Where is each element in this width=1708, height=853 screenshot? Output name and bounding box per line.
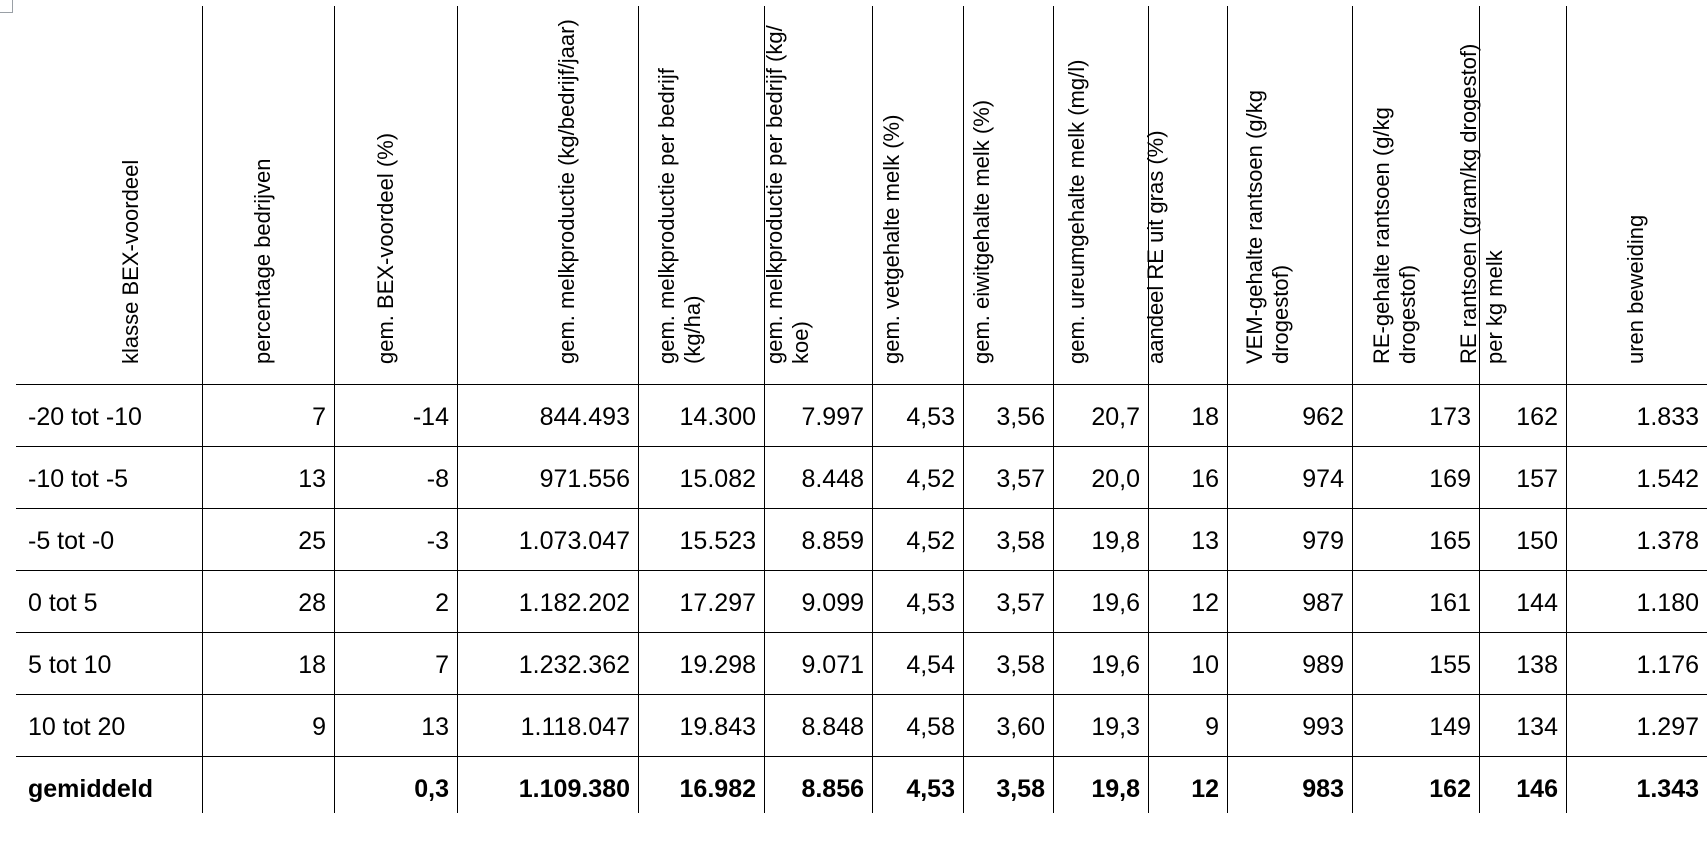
table-cell: 9 bbox=[312, 713, 326, 741]
table-cell: 165 bbox=[1429, 527, 1471, 555]
column-header-label: VEM-gehalte rantsoen (g/kg drogestof) bbox=[1242, 90, 1293, 364]
table-cell: 1.542 bbox=[1636, 465, 1699, 493]
table-cell: 8.448 bbox=[801, 465, 864, 493]
table-cell: 1.118.047 bbox=[520, 713, 630, 741]
table-cell: 4,52 bbox=[906, 465, 955, 493]
column-header-label: percentage bedrijven bbox=[250, 158, 275, 364]
table-cell: 1.180 bbox=[1636, 589, 1699, 617]
summary-cell: 19,8 bbox=[1091, 775, 1140, 803]
column-header bbox=[202, 0, 334, 384]
table-cell: 7.997 bbox=[801, 403, 864, 431]
table-cell: 7 bbox=[312, 403, 326, 431]
table-cell: 10 bbox=[1191, 651, 1219, 679]
summary-cell: 1.109.380 bbox=[518, 775, 630, 803]
table-cell: 4,54 bbox=[906, 651, 955, 679]
table-cell: -3 bbox=[426, 527, 449, 555]
table-cell: 155 bbox=[1429, 651, 1471, 679]
row-label: 0 tot 5 bbox=[28, 589, 98, 617]
table-cell: 1.378 bbox=[1636, 527, 1699, 555]
row-divider bbox=[16, 694, 1707, 695]
summary-cell: 1.343 bbox=[1636, 775, 1699, 803]
column-header bbox=[963, 0, 1053, 384]
table-cell: 19,6 bbox=[1091, 589, 1140, 617]
table-cell: 987 bbox=[1302, 589, 1344, 617]
column-header bbox=[872, 0, 963, 384]
table-cell: 13 bbox=[421, 713, 449, 741]
table-cell: 9 bbox=[1205, 713, 1219, 741]
table-cell: 19,3 bbox=[1091, 713, 1140, 741]
table-cell: -14 bbox=[412, 403, 449, 431]
column-header-label: gem. vetgehalte melk (%) bbox=[879, 114, 904, 364]
row-divider bbox=[16, 384, 1707, 385]
column-header-label: gem. melkproductie per bedrijf (kg/ koe) bbox=[762, 25, 813, 364]
summary-cell: 8.856 bbox=[801, 775, 864, 803]
table-cell: 12 bbox=[1191, 589, 1219, 617]
summary-cell: 3,58 bbox=[996, 775, 1045, 803]
column-header-label: RE-gehalte rantsoen (g/kg drogestof) bbox=[1369, 107, 1420, 364]
table-cell: 3,57 bbox=[996, 465, 1045, 493]
table-cell: 157 bbox=[1516, 465, 1558, 493]
row-divider bbox=[16, 756, 1707, 757]
table-cell: 161 bbox=[1429, 589, 1471, 617]
summary-cell: 16.982 bbox=[679, 775, 756, 803]
column-header-label: gem. melkproductie (kg/bedrijf/jaar) bbox=[554, 19, 579, 364]
table-cell: 19,6 bbox=[1091, 651, 1140, 679]
column-header bbox=[16, 0, 202, 384]
table-cell: 2 bbox=[435, 589, 449, 617]
table-cell: 1.073.047 bbox=[518, 527, 630, 555]
table-cell: 1.833 bbox=[1636, 403, 1699, 431]
column-header bbox=[1227, 0, 1352, 384]
row-label: -20 tot -10 bbox=[28, 403, 142, 431]
select-all-corner[interactable] bbox=[0, 0, 13, 13]
summary-cell bbox=[202, 761, 334, 817]
table-cell: 962 bbox=[1302, 403, 1344, 431]
table-cell: 9.099 bbox=[801, 589, 864, 617]
column-header bbox=[1456, 0, 1566, 384]
table-cell: 173 bbox=[1429, 403, 1471, 431]
table-cell: 3,58 bbox=[996, 527, 1045, 555]
column-header bbox=[638, 0, 764, 384]
table-cell: 8.859 bbox=[801, 527, 864, 555]
table-cell: 8.848 bbox=[801, 713, 864, 741]
column-header-label: aandeel RE uit gras (%) bbox=[1143, 130, 1168, 364]
table-cell: 169 bbox=[1429, 465, 1471, 493]
table-cell: 3,58 bbox=[996, 651, 1045, 679]
table-cell: 4,53 bbox=[906, 589, 955, 617]
table-cell: 162 bbox=[1516, 403, 1558, 431]
table-cell: 25 bbox=[298, 527, 326, 555]
table-cell: 19.843 bbox=[679, 713, 756, 741]
table-cell: -8 bbox=[426, 465, 449, 493]
row-divider bbox=[16, 446, 1707, 447]
table-cell: 18 bbox=[298, 651, 326, 679]
summary-cell: 983 bbox=[1302, 775, 1344, 803]
table-cell: 989 bbox=[1302, 651, 1344, 679]
table-cell: 979 bbox=[1302, 527, 1344, 555]
summary-cell: 0,3 bbox=[414, 775, 449, 803]
table-cell: 144 bbox=[1516, 589, 1558, 617]
table-cell: 14.300 bbox=[679, 403, 756, 431]
table-cell: 4,52 bbox=[906, 527, 955, 555]
table-cell: 1.297 bbox=[1636, 713, 1699, 741]
column-header bbox=[1053, 0, 1148, 384]
table-cell: 993 bbox=[1302, 713, 1344, 741]
table-cell: 1.176 bbox=[1636, 651, 1699, 679]
column-header-label: uren beweiding bbox=[1623, 214, 1648, 364]
summary-cell: 146 bbox=[1516, 775, 1558, 803]
row-divider bbox=[16, 570, 1707, 571]
summary-cell: 162 bbox=[1429, 775, 1471, 803]
table-cell: 149 bbox=[1429, 713, 1471, 741]
row-label: -10 tot -5 bbox=[28, 465, 129, 493]
table-cell: 17.297 bbox=[679, 589, 756, 617]
table-cell: 4,53 bbox=[906, 403, 955, 431]
table-cell: 7 bbox=[435, 651, 449, 679]
column-header-label: RE rantsoen (gram/kg drogestof) per kg melk bbox=[1456, 43, 1507, 364]
table-cell: 19,8 bbox=[1091, 527, 1140, 555]
table-cell: 19.298 bbox=[679, 651, 756, 679]
table-cell: 971.556 bbox=[539, 465, 630, 493]
column-header-label: klasse BEX-voordeel bbox=[118, 159, 143, 364]
column-header bbox=[334, 0, 457, 384]
column-header bbox=[1143, 0, 1227, 384]
summary-cell: 12 bbox=[1191, 775, 1219, 803]
table-cell: 134 bbox=[1516, 713, 1558, 741]
table-cell: 15.523 bbox=[679, 527, 756, 555]
table-cell: 3,56 bbox=[996, 403, 1045, 431]
table-cell: 20,7 bbox=[1091, 403, 1140, 431]
table-cell: 1.232.362 bbox=[518, 651, 630, 679]
column-header bbox=[457, 0, 638, 384]
column-header-label: gem. BEX-voordeel (%) bbox=[373, 132, 398, 364]
table-cell: 150 bbox=[1516, 527, 1558, 555]
table-cell: 13 bbox=[1191, 527, 1219, 555]
column-header bbox=[1566, 0, 1707, 384]
table-cell: 20,0 bbox=[1091, 465, 1140, 493]
column-header-label: gem. ureumgehalte melk (mg/l) bbox=[1064, 59, 1089, 364]
table-cell: 15.082 bbox=[679, 465, 756, 493]
table-cell: 138 bbox=[1516, 651, 1558, 679]
table-cell: 9.071 bbox=[801, 651, 864, 679]
table-cell: 844.493 bbox=[539, 403, 630, 431]
table-cell: 3,57 bbox=[996, 589, 1045, 617]
row-label: 10 tot 20 bbox=[28, 713, 126, 741]
table-cell: 16 bbox=[1191, 465, 1219, 493]
row-label: 5 tot 10 bbox=[28, 651, 112, 679]
row-divider bbox=[16, 632, 1707, 633]
summary-label: gemiddeld bbox=[28, 775, 154, 803]
table-cell: 1.182.202 bbox=[518, 589, 630, 617]
column-header bbox=[764, 0, 872, 384]
table-cell: 28 bbox=[298, 589, 326, 617]
table-cell: 18 bbox=[1191, 403, 1219, 431]
column-header-label: gem. melkproductie per bedrijf (kg/ha) bbox=[654, 68, 705, 364]
table-cell: 13 bbox=[298, 465, 326, 493]
row-label: -5 tot -0 bbox=[28, 527, 115, 555]
column-header-label: gem. eiwitgehalte melk (%) bbox=[969, 99, 994, 364]
row-divider bbox=[16, 508, 1707, 509]
summary-cell: 4,53 bbox=[906, 775, 955, 803]
table-cell: 974 bbox=[1302, 465, 1344, 493]
table-cell: 3,60 bbox=[996, 713, 1045, 741]
table-cell: 4,58 bbox=[906, 713, 955, 741]
